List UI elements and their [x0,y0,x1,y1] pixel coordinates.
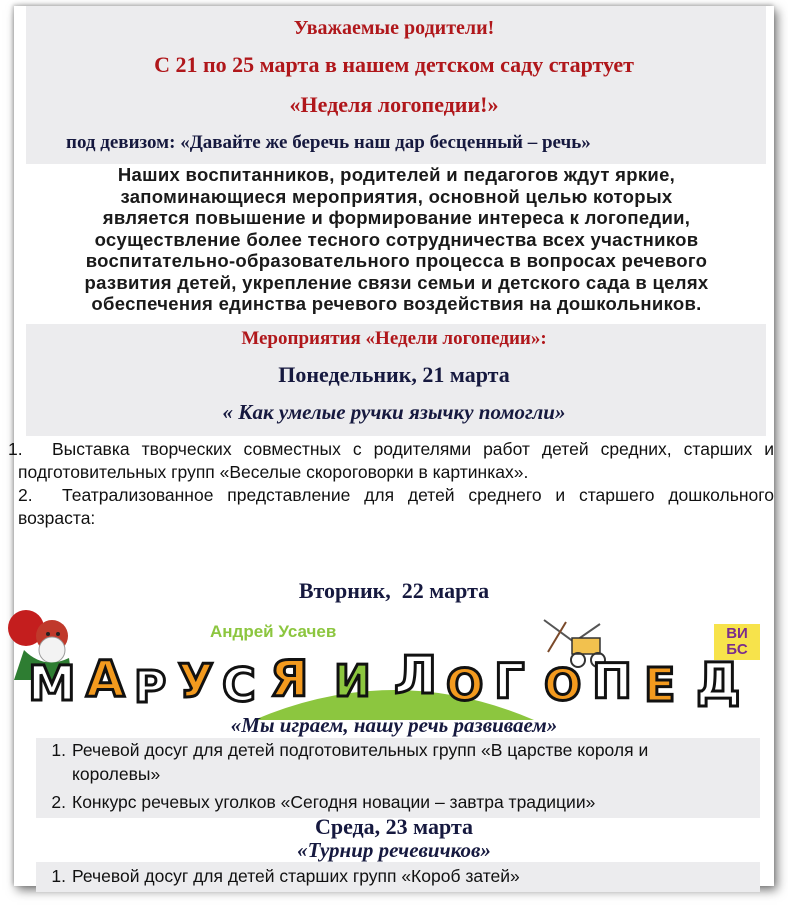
banner-author: Андрей Усачев [210,622,337,641]
list-item [8,438,774,484]
tuesday-heading: Вторник, 22 марта [298,578,490,603]
list-item [14,484,774,530]
wednesday-theme: «Турнир речевичков» [297,838,491,862]
intro-line: воспитательно-образовательного процесса в вопросах речевого [85,250,708,271]
motto: под девизом: «Давайте же беречь наш дар бесценный – речь» [66,132,591,153]
banner-title-letter: М [28,656,76,712]
list-item [36,738,756,786]
list-number: 1. [8,439,23,459]
intro-line: является повышение и формирование интереса к логопедии, [102,207,691,228]
intro-line: обеспечения единства речевого воздействия на дошкольников. [91,293,702,314]
list-item [36,864,756,888]
banner-title-letter: П [592,654,633,710]
monday-heading: Понедельник, 21 марта [278,362,510,387]
intro-line: запоминающиеся мероприятия, основной целью которых [120,185,673,207]
list-number: 2. [51,792,66,812]
list-number: 2. [18,485,33,505]
banner-title-letter: Д [696,652,741,710]
intro-line: развития детей, укрепление связи семьи и детского сада в целях [84,271,709,293]
book-banner [14,610,774,714]
intro-line: Наших воспитанников, родителей и педагогов ждут яркие, [117,164,676,185]
announcement: С 21 по 25 марта в нашем детском саду стартует [154,52,634,77]
events-heading: Мероприятия «Недели логопедии»: [241,328,547,349]
publisher-mark: ВИ БС [714,624,760,660]
list-number: 1. [51,740,66,760]
intro-line: осуществление более тесного сотрудничества всех участников [94,228,699,250]
banner-title-letter: Я [270,650,309,708]
list-item [36,790,756,814]
banner-title-letter: Е [644,658,676,712]
tuesday-theme: «Мы играем, нашу речь развиваем» [230,713,558,737]
wednesday-list [36,864,756,888]
list-text: Речевой досуг для детей подготовительных групп «В царстве короля и королевы» [72,740,649,784]
list-text: Выставка творческих совместных с родителями работ детей средних, старших и подготовительных групп «Веселые скороговорки в картинках». [18,439,774,482]
banner-title-letter: А [86,650,125,708]
tuesday-list [36,738,756,814]
banner-title-letter: Г [494,654,525,710]
banner-title-letter: Р [134,662,167,713]
event-title: «Неделя логопедии!» [289,92,499,117]
banner-title-letter: У [178,654,214,708]
banner-title-letter: И [334,656,371,707]
banner-title-letter: О [446,660,484,711]
greeting: Уважаемые родители! [293,17,495,39]
list-number: 1. [51,866,66,886]
monday-list [8,438,774,530]
intro-paragraph [34,164,759,315]
banner-title-letter: Л [394,646,438,706]
monday-theme: « Как умелые ручки язычку помогли» [222,400,566,424]
wednesday-heading: Среда, 23 марта [314,814,474,839]
document-page [8,6,774,886]
list-text: Конкурс речевых уголков «Сегодня новации – завтра традиции» [72,792,596,812]
banner-title-letter: С [222,658,256,712]
list-text: Театрализованное представление для детей среднего и старшего дошкольного возраста: [18,485,774,528]
banner-title-letter: О [544,660,582,711]
list-text: Речевой досуг для детей старших групп «Короб затей» [72,866,520,886]
